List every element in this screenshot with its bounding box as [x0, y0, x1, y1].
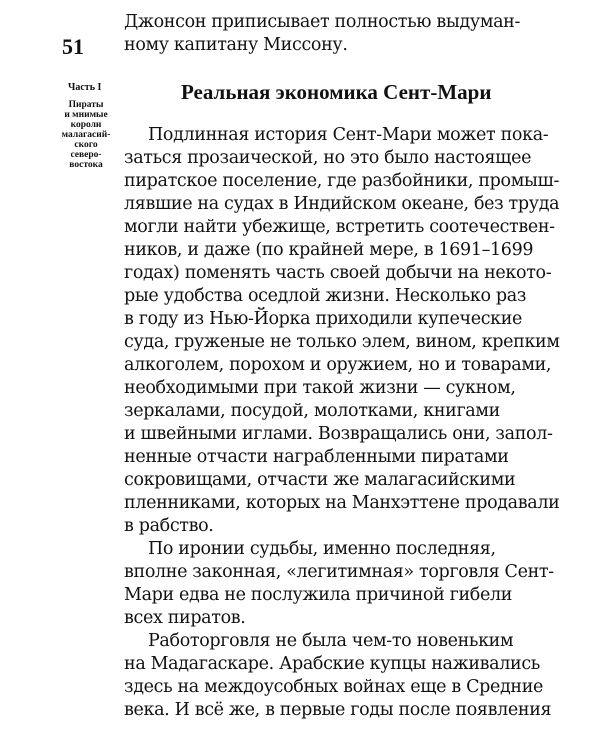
- text-line: необходимыми при такой жизни — сукном,: [124, 378, 516, 398]
- text-line: Подлинная история Сент-Мари может пока-: [148, 125, 549, 145]
- text-line: века. И всё же, в первые годы после появления: [124, 700, 552, 720]
- text-line: Мари едва не послужила причиной гибели: [124, 585, 513, 605]
- page-number: 51: [62, 34, 84, 59]
- running-head-line: Пираты: [68, 100, 104, 110]
- section-heading: Реальная экономика Сент-Мари: [181, 80, 492, 104]
- text-line: ненные отчасти награбленными пиратами: [124, 447, 509, 467]
- text-line: зеркалами, посудой, молотками, книгами: [124, 401, 500, 421]
- running-head-part: Часть I: [68, 82, 102, 93]
- section-body: [124, 124, 584, 722]
- text-line: ников, и даже (по крайней мере, в 1691–1699: [124, 240, 534, 260]
- text-line: пленниками, которых на Манхэттене продавали: [124, 493, 560, 513]
- text-line: сокровищами, отчасти же малагасийскими: [124, 470, 516, 490]
- continuation-paragraph: [124, 11, 584, 57]
- text-line: пиратское поселение, где разбойники, промыш-: [124, 171, 560, 191]
- text-line: в рабство.: [124, 516, 214, 536]
- running-head-title: [56, 100, 116, 170]
- text-line: на Мадагаскаре. Арабские купцы наживались: [124, 654, 540, 674]
- text-line: и швейными иглами. Возвращались они, запол-: [124, 424, 553, 444]
- text-line: всех пиратов.: [124, 608, 246, 628]
- running-head-line: малагасий-: [61, 130, 111, 140]
- text-line: Работорговля не была чем-то новеньким: [148, 631, 514, 651]
- text-line: суда, груженые не только элем, вином, крепким: [124, 332, 560, 352]
- text-line: заться прозаической, но это было настоящее: [124, 148, 532, 168]
- text-line: здесь на междоусобных войнах еще в Средние: [124, 677, 544, 697]
- text-line: в году из Нью-Йорка приходили купеческие: [124, 309, 523, 329]
- text-line: Джонсон приписывает полностью выдуман-: [124, 12, 521, 32]
- running-head-line: востока: [69, 160, 103, 170]
- text-line: могли найти убежище, встретить соотечествен-: [124, 217, 555, 237]
- text-line: рые удобства оседлой жизни. Несколько раз: [124, 286, 527, 306]
- text-line: вполне законная, «легитимная» торговля Сент-: [124, 562, 554, 582]
- text-line: лявшие на судах в Индийском океане, без труда: [124, 194, 560, 214]
- running-head-line: ского: [74, 140, 98, 150]
- text-line: годах) поменять часть своей добычи на некото-: [124, 263, 552, 283]
- text-line: По иронии судьбы, именно последняя,: [148, 539, 496, 559]
- running-head-line: северо-: [70, 150, 102, 160]
- text-line: ному капитану Миссону.: [124, 35, 348, 55]
- text-line: алкоголем, порохом и оружием, но и товарами,: [124, 355, 552, 375]
- running-head-line: короли: [70, 120, 102, 130]
- running-head-line: и мнимые: [64, 110, 108, 120]
